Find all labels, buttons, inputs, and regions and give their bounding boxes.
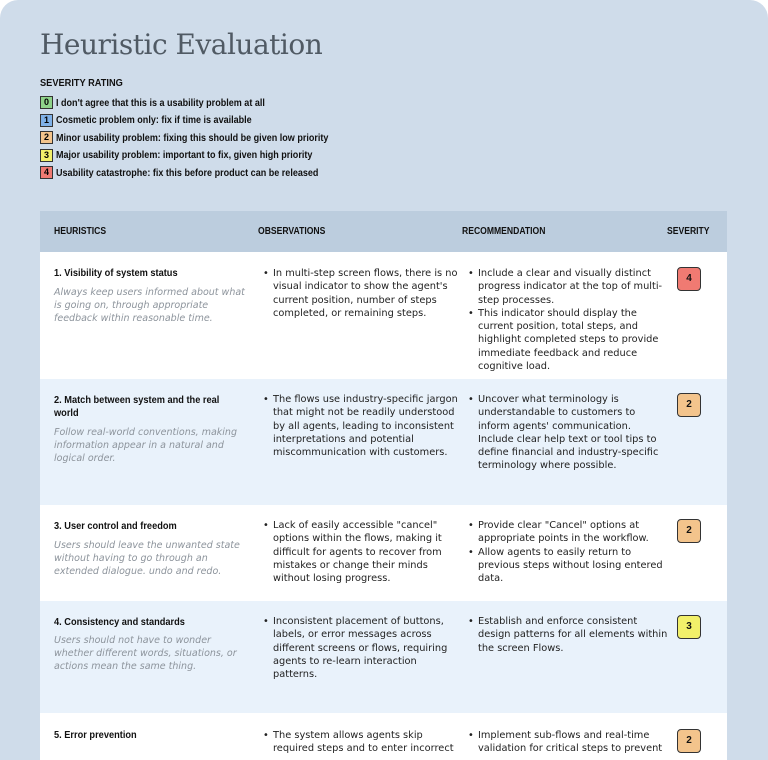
recommendation-item: • Provide clear "Cancel" options at appropriate points in the workflow. [478,519,668,546]
table-row [40,505,727,601]
recommendation-item: • Establish and enforce consistent design patterns for all elements within the screen Flows. [478,615,668,655]
heuristic-name: 2. Match between system and the real world [54,394,220,419]
page-title: Heuristic Evaluation [40,28,323,61]
table-row [40,252,727,379]
severity-legend-item [40,94,373,112]
severity-legend-text: I don't agree that this is a usability problem at all [56,96,265,109]
heuristic-name: 1. Visibility of system status [54,267,178,279]
header-recommendation: RECOMMENDATION [462,226,546,237]
severity-badge: 3 [40,149,53,162]
severity-badge: 1 [40,114,53,127]
recommendation-item: • Implement sub-flows and real-time validation for critical steps to prevent [478,729,668,756]
heuristic-description: Users should leave the unwanted state without having to go through an extended dialogue. undo and redo. [54,540,240,577]
severity-badge: 2 [40,131,53,144]
observations-list [263,393,463,459]
table-header [40,211,727,252]
severity-legend-text: Cosmetic problem only: fix if time is available [56,114,252,127]
severity-legend-item [40,147,373,165]
severity-badge: 2 [677,393,701,417]
header-observations: OBSERVATIONS [258,226,326,237]
observations-list [263,729,463,756]
recommendations-list [468,615,668,655]
recommendations-list [468,267,668,373]
heuristics-table [40,211,727,760]
severity-badge: 2 [677,519,701,543]
severity-badge: 4 [677,267,701,291]
severity-rating-label: SEVERITY RATING [40,77,123,89]
severity-legend-text: Major usability problem: important to fix, given high priority [56,149,313,162]
severity-legend-item [40,112,373,130]
severity-legend-text: Minor usability problem: fixing this should be given low priority [56,131,329,144]
observation-item: • Inconsistent placement of buttons, labels, or error messages across different screens or flows, requiring agents to re-learn interaction patterns. [273,615,463,681]
severity-badge: 3 [677,615,701,639]
observation-item: • The flows use industry-specific jargon that might not be readily understood by all agents, leading to inconsistent interpretations and potential miscommunication with customers. [273,393,463,459]
severity-badge: 0 [40,96,53,109]
table-row [40,713,727,760]
recommendations-list [468,519,668,585]
severity-legend-text: Usability catastrophe: fix this before product can be released [56,166,319,179]
severity-legend [40,94,373,182]
heuristic-name: 3. User control and freedom [54,520,177,532]
header-severity: SEVERITY [667,226,710,237]
heuristic-description: Follow real-world conventions, making information appear in a natural and logical order. [54,427,237,464]
severity-legend-item [40,164,373,182]
recommendation-item: • Include a clear and visually distinct progress indicator at the top of multi-step processes. [478,267,668,307]
heuristic-description: Always keep users informed about what is going on, through appropriate feedback within reasonable time. [54,287,245,324]
heuristic-name: 4. Consistency and standards [54,616,185,628]
observation-item: • Lack of easily accessible "cancel" options within the flows, making it difficult for agents to recover from mistakes or change their minds without losing progress. [273,519,463,585]
observations-list [263,615,463,681]
recommendation-item: • Allow agents to easily return to previous steps without losing entered data. [478,546,668,586]
severity-legend-item [40,129,373,147]
severity-badge: 2 [677,729,701,753]
table-row [40,379,727,505]
observation-item: • The system allows agents skip required steps and to enter incorrect [273,729,463,756]
table-row [40,601,727,713]
observations-list [263,519,463,585]
observations-list [263,267,463,320]
observation-item: • In multi-step screen flows, there is no visual indicator to show the agent's current position, number of steps completed, or remaining steps. [273,267,463,320]
severity-badge: 4 [40,166,53,179]
header-heuristics: HEURISTICS [54,226,107,237]
recommendations-list [468,393,668,473]
recommendations-list [468,729,668,756]
recommendation-item: • Uncover what terminology is understandable to customers to inform agents' communication. Include clear help text or tool tips to define financial and industry-specific terminology where possible. [478,393,668,473]
recommendation-item: • This indicator should display the current position, total steps, and highlight completed steps to provide immediate feedback and reduce cognitive load. [478,307,668,373]
heuristic-description: Users should not have to wonder whether different words, situations, or actions mean the same thing. [54,635,237,672]
heuristic-name: 5. Error prevention [54,729,137,741]
